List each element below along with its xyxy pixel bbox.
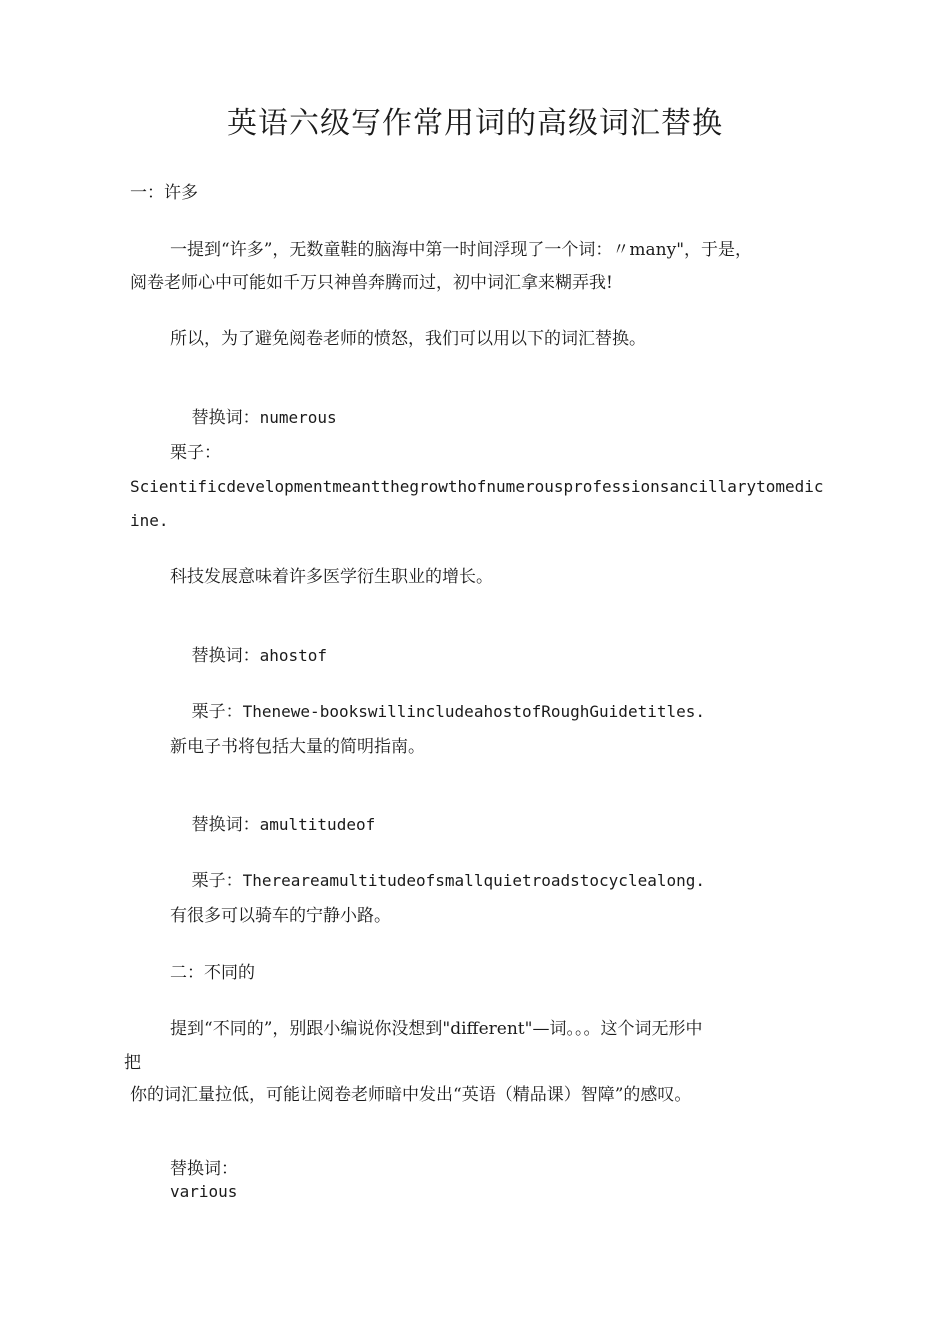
section-heading-different: 二：不同的 [170,963,255,983]
intro-paragraph-line-1: 一提到“许多”，无数童鞋的脑海中第一时间浮现了一个词：〃many"，于是， [170,240,753,260]
replacement-word-various: various [170,1182,238,1201]
replacement-label: 替换词： [191,408,260,428]
intro-paragraph-line-2: 阅卷老师心中可能如千万只神兽奔腾而过，初中词汇拿来糊弄我! [130,273,613,293]
example-text: Thenewe-bookswillincludeahostofRoughGuidetitles. [242,702,705,721]
replacement-label: 替换词： [170,1159,238,1179]
example-text: Thereareamultitudeofsmallquietroadstocyclealong. [242,871,705,890]
example-sentence-line-1: Scientificdevelopmentmeantthegrowthofnumerousprofessionsancillarytomedic [130,477,824,496]
section2-paragraph-line-1: 提到“不同的”，别跟小编说你没想到"different"—词。。。这个词无形中 [170,1019,703,1039]
intro-paragraph-line-3: 所以，为了避免阅卷老师的愤怒，我们可以用以下的词汇替换。 [170,329,646,349]
document-title: 英语六级写作常用词的高级词汇替换 [227,106,723,141]
example-translation: 有很多可以骑车的宁静小路。 [170,906,391,926]
example-translation: 新电子书将包括大量的简明指南。 [170,737,425,757]
section2-paragraph-line-3: 你的词汇量拉低，可能让阅卷老师暗中发出“英语（精品课）智障”的感叹。 [130,1085,692,1105]
section-heading-many: 一：许多 [130,183,198,203]
replacement-word: ahostof [259,646,328,665]
example-label: 栗子： [170,443,221,463]
replacement-label: 替换词： [191,815,260,835]
section2-paragraph-line-2: 把 [124,1053,141,1073]
replacement-word: amultitudeof [259,815,376,834]
example-translation: 科技发展意味着许多医学衍生职业的增长。 [170,567,493,587]
replacement-word: numerous [259,408,337,427]
replacement-label: 替换词： [191,646,260,666]
example-label: 栗子： [191,871,243,891]
example-label: 栗子： [191,702,243,722]
example-sentence-line-2: ine. [130,511,169,530]
